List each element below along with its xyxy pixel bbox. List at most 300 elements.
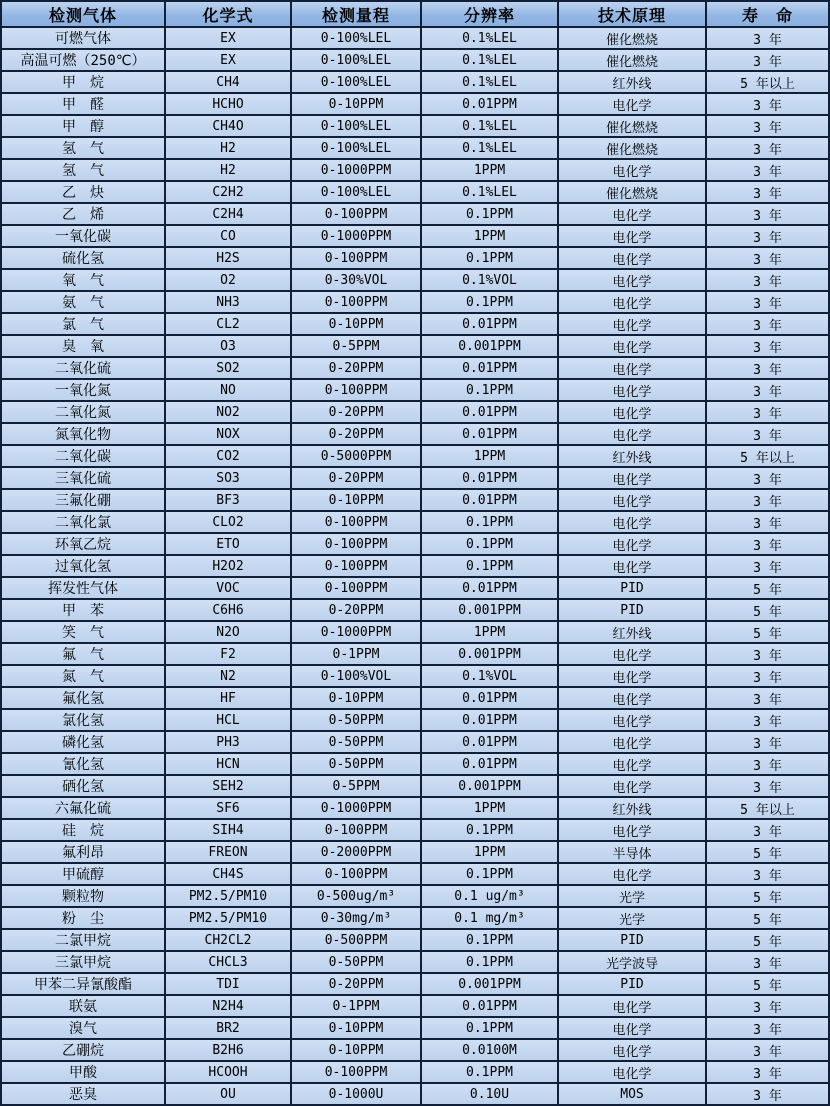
table-row — [1, 357, 829, 379]
table-row — [1, 445, 829, 467]
table-cell: 臭 氧 — [1, 335, 165, 357]
table-cell: 5 年 — [706, 599, 829, 621]
table-cell: 0-100PPM — [291, 819, 421, 841]
table-row — [1, 423, 829, 445]
table-cell: B2H6 — [165, 1039, 291, 1061]
table-cell: 电化学 — [558, 775, 706, 797]
table-cell: 0.001PPM — [421, 599, 558, 621]
table-cell: 0-100%LEL — [291, 71, 421, 93]
table-cell: 0-100%LEL — [291, 49, 421, 71]
table-cell: 3 年 — [706, 49, 829, 71]
table-cell: 电化学 — [558, 93, 706, 115]
table-cell: PID — [558, 599, 706, 621]
table-cell: 氯 气 — [1, 313, 165, 335]
table-cell: 0.01PPM — [421, 313, 558, 335]
table-cell: NO — [165, 379, 291, 401]
table-cell: 甲 烷 — [1, 71, 165, 93]
table-cell: 电化学 — [558, 1039, 706, 1061]
table-cell: 二氯甲烷 — [1, 929, 165, 951]
table-cell: 硒化氢 — [1, 775, 165, 797]
table-cell: 3 年 — [706, 401, 829, 423]
table-row — [1, 115, 829, 137]
table-cell: 0.1PPM — [421, 555, 558, 577]
table-cell: 3 年 — [706, 115, 829, 137]
table-row — [1, 159, 829, 181]
table-cell: 0-10PPM — [291, 687, 421, 709]
table-cell: H2 — [165, 159, 291, 181]
table-cell: C2H4 — [165, 203, 291, 225]
table-row — [1, 863, 829, 885]
table-cell: CL2 — [165, 313, 291, 335]
table-cell: F2 — [165, 643, 291, 665]
table-cell: 5 年 — [706, 621, 829, 643]
table-cell: 电化学 — [558, 489, 706, 511]
table-row — [1, 467, 829, 489]
table-cell: 0-20PPM — [291, 467, 421, 489]
table-cell: 0.1PPM — [421, 247, 558, 269]
table-row — [1, 181, 829, 203]
table-cell: 5 年 — [706, 907, 829, 929]
table-cell: 电化学 — [558, 643, 706, 665]
table-cell: 甲 醇 — [1, 115, 165, 137]
table-cell: 0-50PPM — [291, 709, 421, 731]
table-cell: CLO2 — [165, 511, 291, 533]
table-cell: 0-5PPM — [291, 775, 421, 797]
table-cell: EX — [165, 49, 291, 71]
table-row — [1, 599, 829, 621]
table-cell: 氮 气 — [1, 665, 165, 687]
table-cell: 5 年 — [706, 973, 829, 995]
table-cell: 5 年以上 — [706, 797, 829, 819]
table-cell: 光学波导 — [558, 951, 706, 973]
table-cell: 0-1000PPM — [291, 621, 421, 643]
table-cell: 3 年 — [706, 159, 829, 181]
table-cell: 1PPM — [421, 445, 558, 467]
table-row — [1, 1083, 829, 1105]
table-cell: 0-5000PPM — [291, 445, 421, 467]
table-cell: 可燃气体 — [1, 27, 165, 49]
table-cell: 一氧化氮 — [1, 379, 165, 401]
table-cell: 氯化氢 — [1, 709, 165, 731]
table-cell: N2 — [165, 665, 291, 687]
table-cell: 0.10U — [421, 1083, 558, 1105]
table-cell: 催化燃烧 — [558, 137, 706, 159]
table-cell: 催化燃烧 — [558, 181, 706, 203]
table-cell: 3 年 — [706, 863, 829, 885]
table-cell: 0-100PPM — [291, 1061, 421, 1083]
table-cell: CO2 — [165, 445, 291, 467]
table-cell: 3 年 — [706, 335, 829, 357]
table-cell: 3 年 — [706, 137, 829, 159]
table-cell: 0-50PPM — [291, 753, 421, 775]
table-cell: FREON — [165, 841, 291, 863]
table-cell: SO3 — [165, 467, 291, 489]
table-row — [1, 995, 829, 1017]
table-row — [1, 137, 829, 159]
table-cell: 光学 — [558, 885, 706, 907]
table-cell: 电化学 — [558, 291, 706, 313]
table-cell: 5 年 — [706, 929, 829, 951]
table-cell: 0-20PPM — [291, 973, 421, 995]
table-cell: 0.01PPM — [421, 731, 558, 753]
table-cell: 0.1PPM — [421, 819, 558, 841]
table-row — [1, 71, 829, 93]
table-cell: 甲苯二异氰酸酯 — [1, 973, 165, 995]
table-cell: O2 — [165, 269, 291, 291]
table-cell: 电化学 — [558, 533, 706, 555]
table-cell: 0-20PPM — [291, 401, 421, 423]
table-cell: ETO — [165, 533, 291, 555]
table-cell: PID — [558, 577, 706, 599]
table-cell: O3 — [165, 335, 291, 357]
table-cell: 0-10PPM — [291, 489, 421, 511]
table-cell: 一氧化碳 — [1, 225, 165, 247]
table-cell: 0-50PPM — [291, 951, 421, 973]
table-header — [1, 1, 829, 27]
table-cell: 催化燃烧 — [558, 27, 706, 49]
table-cell: 氨 气 — [1, 291, 165, 313]
table-cell: PID — [558, 929, 706, 951]
table-cell: 3 年 — [706, 313, 829, 335]
table-cell: 3 年 — [706, 291, 829, 313]
table-cell: 0-20PPM — [291, 599, 421, 621]
table-cell: 氧 气 — [1, 269, 165, 291]
table-row — [1, 401, 829, 423]
table-cell: H2S — [165, 247, 291, 269]
table-cell: 0.1%LEL — [421, 71, 558, 93]
table-row — [1, 379, 829, 401]
table-cell: 3 年 — [706, 687, 829, 709]
table-cell: 氮氧化物 — [1, 423, 165, 445]
table-cell: 1PPM — [421, 621, 558, 643]
table-cell: 高温可燃（250℃） — [1, 49, 165, 71]
table-cell: 0-100%LEL — [291, 115, 421, 137]
table-cell: H2O2 — [165, 555, 291, 577]
table-row — [1, 555, 829, 577]
table-cell: 0.001PPM — [421, 335, 558, 357]
table-cell: 0-30%VOL — [291, 269, 421, 291]
table-row — [1, 225, 829, 247]
table-row — [1, 643, 829, 665]
table-cell: 0.001PPM — [421, 775, 558, 797]
table-cell: 联氨 — [1, 995, 165, 1017]
table-cell: 1PPM — [421, 797, 558, 819]
table-cell: 环氧乙烷 — [1, 533, 165, 555]
table-row — [1, 203, 829, 225]
table-row — [1, 313, 829, 335]
table-cell: BR2 — [165, 1017, 291, 1039]
table-cell: 0.01PPM — [421, 753, 558, 775]
table-cell: 二氧化硫 — [1, 357, 165, 379]
table-cell: 0.1PPM — [421, 951, 558, 973]
table-cell: 0.1 mg/m³ — [421, 907, 558, 929]
table-cell: 二氧化氯 — [1, 511, 165, 533]
table-row — [1, 49, 829, 71]
table-row — [1, 973, 829, 995]
table-cell: 0.1%VOL — [421, 269, 558, 291]
table-cell: 0.01PPM — [421, 93, 558, 115]
table-cell: 0-100PPM — [291, 291, 421, 313]
table-cell: 0.01PPM — [421, 401, 558, 423]
table-row — [1, 731, 829, 753]
table-cell: 3 年 — [706, 181, 829, 203]
table-cell: 3 年 — [706, 533, 829, 555]
table-cell: 0-20PPM — [291, 423, 421, 445]
table-cell: 3 年 — [706, 225, 829, 247]
table-cell: HCL — [165, 709, 291, 731]
table-row — [1, 1017, 829, 1039]
table-row — [1, 269, 829, 291]
table-cell: MOS — [558, 1083, 706, 1105]
table-cell: 0-100%LEL — [291, 27, 421, 49]
table-cell: CH4O — [165, 115, 291, 137]
table-cell: 3 年 — [706, 1061, 829, 1083]
table-cell: 乙 炔 — [1, 181, 165, 203]
table-cell: 甲硫醇 — [1, 863, 165, 885]
table-cell: N2O — [165, 621, 291, 643]
table-cell: N2H4 — [165, 995, 291, 1017]
table-cell: 3 年 — [706, 665, 829, 687]
table-cell: PM2.5/PM10 — [165, 907, 291, 929]
table-cell: PH3 — [165, 731, 291, 753]
table-cell: 3 年 — [706, 489, 829, 511]
table-cell: 甲 醛 — [1, 93, 165, 115]
table-cell: 红外线 — [558, 445, 706, 467]
table-cell: 电化学 — [558, 225, 706, 247]
table-cell: CH2CL2 — [165, 929, 291, 951]
column-header-4: 技术原理 — [558, 1, 706, 27]
table-cell: 3 年 — [706, 643, 829, 665]
table-row — [1, 577, 829, 599]
table-cell: 0-100PPM — [291, 577, 421, 599]
table-cell: 5 年 — [706, 885, 829, 907]
table-cell: 0.01PPM — [421, 423, 558, 445]
column-header-3: 分辨率 — [421, 1, 558, 27]
table-cell: 0-10PPM — [291, 313, 421, 335]
table-cell: 3 年 — [706, 731, 829, 753]
table-cell: 红外线 — [558, 797, 706, 819]
table-cell: 0-30mg/m³ — [291, 907, 421, 929]
table-cell: 红外线 — [558, 71, 706, 93]
table-cell: 氟化氢 — [1, 687, 165, 709]
table-cell: SIH4 — [165, 819, 291, 841]
table-cell: 3 年 — [706, 819, 829, 841]
table-row — [1, 665, 829, 687]
table-cell: 3 年 — [706, 93, 829, 115]
table-cell: 3 年 — [706, 379, 829, 401]
table-cell: 3 年 — [706, 27, 829, 49]
table-cell: 催化燃烧 — [558, 115, 706, 137]
table-cell: HCOOH — [165, 1061, 291, 1083]
table-cell: 二氧化氮 — [1, 401, 165, 423]
table-row — [1, 247, 829, 269]
table-cell: 0-100PPM — [291, 555, 421, 577]
table-cell: 氟 气 — [1, 643, 165, 665]
table-cell: 0-1000PPM — [291, 159, 421, 181]
table-cell: 挥发性气体 — [1, 577, 165, 599]
table-cell: 电化学 — [558, 357, 706, 379]
table-cell: 氢 气 — [1, 137, 165, 159]
table-cell: 电化学 — [558, 159, 706, 181]
table-cell: 0.1PPM — [421, 1017, 558, 1039]
table-cell: HF — [165, 687, 291, 709]
table-cell: 六氟化硫 — [1, 797, 165, 819]
table-cell: C2H2 — [165, 181, 291, 203]
table-cell: H2 — [165, 137, 291, 159]
table-cell: 0-500PPM — [291, 929, 421, 951]
table-body — [1, 27, 829, 1105]
table-cell: EX — [165, 27, 291, 49]
table-cell: 0-100PPM — [291, 863, 421, 885]
table-cell: HCN — [165, 753, 291, 775]
table-cell: 0.01PPM — [421, 687, 558, 709]
table-cell: 0.01PPM — [421, 709, 558, 731]
table-cell: PID — [558, 973, 706, 995]
table-cell: 0.1%VOL — [421, 665, 558, 687]
table-cell: 电化学 — [558, 819, 706, 841]
table-cell: 3 年 — [706, 753, 829, 775]
table-row — [1, 489, 829, 511]
table-cell: 三氯甲烷 — [1, 951, 165, 973]
table-cell: 红外线 — [558, 621, 706, 643]
table-row — [1, 27, 829, 49]
table-cell: 电化学 — [558, 423, 706, 445]
table-cell: 电化学 — [558, 687, 706, 709]
table-cell: 3 年 — [706, 709, 829, 731]
table-cell: CHCL3 — [165, 951, 291, 973]
table-cell: 氢 气 — [1, 159, 165, 181]
table-cell: 3 年 — [706, 1083, 829, 1105]
table-cell: 电化学 — [558, 753, 706, 775]
table-cell: 0.1 ug/m³ — [421, 885, 558, 907]
table-cell: 0-1000PPM — [291, 225, 421, 247]
table-cell: 电化学 — [558, 995, 706, 1017]
table-row — [1, 775, 829, 797]
table-row — [1, 511, 829, 533]
table-cell: C6H6 — [165, 599, 291, 621]
table-cell: 0.1PPM — [421, 533, 558, 555]
table-cell: 1PPM — [421, 225, 558, 247]
table-cell: 溴气 — [1, 1017, 165, 1039]
table-row — [1, 951, 829, 973]
table-cell: 恶臭 — [1, 1083, 165, 1105]
table-cell: 电化学 — [558, 731, 706, 753]
table-cell: BF3 — [165, 489, 291, 511]
table-cell: 过氧化氢 — [1, 555, 165, 577]
table-row — [1, 753, 829, 775]
table-cell: 5 年 — [706, 841, 829, 863]
table-row — [1, 885, 829, 907]
table-cell: 0-1PPM — [291, 643, 421, 665]
table-cell: CH4 — [165, 71, 291, 93]
table-cell: 5 年以上 — [706, 71, 829, 93]
table-cell: VOC — [165, 577, 291, 599]
table-row — [1, 687, 829, 709]
table-cell: 0-100%LEL — [291, 137, 421, 159]
table-cell: 催化燃烧 — [558, 49, 706, 71]
table-cell: 3 年 — [706, 247, 829, 269]
table-cell: 电化学 — [558, 709, 706, 731]
table-cell: 乙 烯 — [1, 203, 165, 225]
table-cell: 3 年 — [706, 203, 829, 225]
table-cell: 0-100%LEL — [291, 181, 421, 203]
table-row — [1, 797, 829, 819]
table-cell: 三氟化硼 — [1, 489, 165, 511]
table-row — [1, 621, 829, 643]
table-cell: 电化学 — [558, 203, 706, 225]
table-cell: OU — [165, 1083, 291, 1105]
table-cell: 0.1%LEL — [421, 181, 558, 203]
table-cell: 0.1PPM — [421, 511, 558, 533]
table-cell: 电化学 — [558, 247, 706, 269]
table-cell: 甲 苯 — [1, 599, 165, 621]
table-cell: 0-100PPM — [291, 379, 421, 401]
table-row — [1, 819, 829, 841]
table-cell: 三氧化硫 — [1, 467, 165, 489]
table-cell: SF6 — [165, 797, 291, 819]
table-cell: 0.1PPM — [421, 291, 558, 313]
table-cell: 氟利昂 — [1, 841, 165, 863]
table-cell: 3 年 — [706, 357, 829, 379]
table-cell: 电化学 — [558, 467, 706, 489]
table-cell: 0.01PPM — [421, 357, 558, 379]
table-cell: 电化学 — [558, 1017, 706, 1039]
table-cell: 0-2000PPM — [291, 841, 421, 863]
table-cell: 粉 尘 — [1, 907, 165, 929]
table-cell: 3 年 — [706, 511, 829, 533]
table-row — [1, 841, 829, 863]
header-row — [1, 1, 829, 27]
table-cell: 1PPM — [421, 159, 558, 181]
column-header-5: 寿 命 — [706, 1, 829, 27]
column-header-0: 检测气体 — [1, 1, 165, 27]
table-cell: CO — [165, 225, 291, 247]
table-cell: 0-10PPM — [291, 93, 421, 115]
table-cell: 0.1PPM — [421, 929, 558, 951]
table-row — [1, 291, 829, 313]
table-cell: 磷化氢 — [1, 731, 165, 753]
table-cell: PM2.5/PM10 — [165, 885, 291, 907]
table-cell: 0-100PPM — [291, 203, 421, 225]
table-cell: 光学 — [558, 907, 706, 929]
table-row — [1, 93, 829, 115]
table-cell: 3 年 — [706, 775, 829, 797]
table-cell: 0.1%LEL — [421, 115, 558, 137]
table-cell: 0-100PPM — [291, 533, 421, 555]
table-cell: 5 年 — [706, 577, 829, 599]
table-cell: 0.1PPM — [421, 1061, 558, 1083]
table-cell: 0-500ug/m³ — [291, 885, 421, 907]
table-cell: 0.1PPM — [421, 863, 558, 885]
table-cell: 0-100PPM — [291, 247, 421, 269]
table-cell: 0.0100M — [421, 1039, 558, 1061]
table-cell: 3 年 — [706, 1017, 829, 1039]
table-cell: 颗粒物 — [1, 885, 165, 907]
table-cell: 3 年 — [706, 269, 829, 291]
table-cell: 电化学 — [558, 1061, 706, 1083]
table-cell: 0-1000U — [291, 1083, 421, 1105]
table-cell: 0-20PPM — [291, 357, 421, 379]
table-row — [1, 929, 829, 951]
table-cell: 乙硼烷 — [1, 1039, 165, 1061]
table-cell: NH3 — [165, 291, 291, 313]
table-cell: 0.1%LEL — [421, 49, 558, 71]
table-cell: 3 年 — [706, 951, 829, 973]
table-cell: 0.1%LEL — [421, 137, 558, 159]
table-row — [1, 1039, 829, 1061]
column-header-1: 化学式 — [165, 1, 291, 27]
table-row — [1, 335, 829, 357]
